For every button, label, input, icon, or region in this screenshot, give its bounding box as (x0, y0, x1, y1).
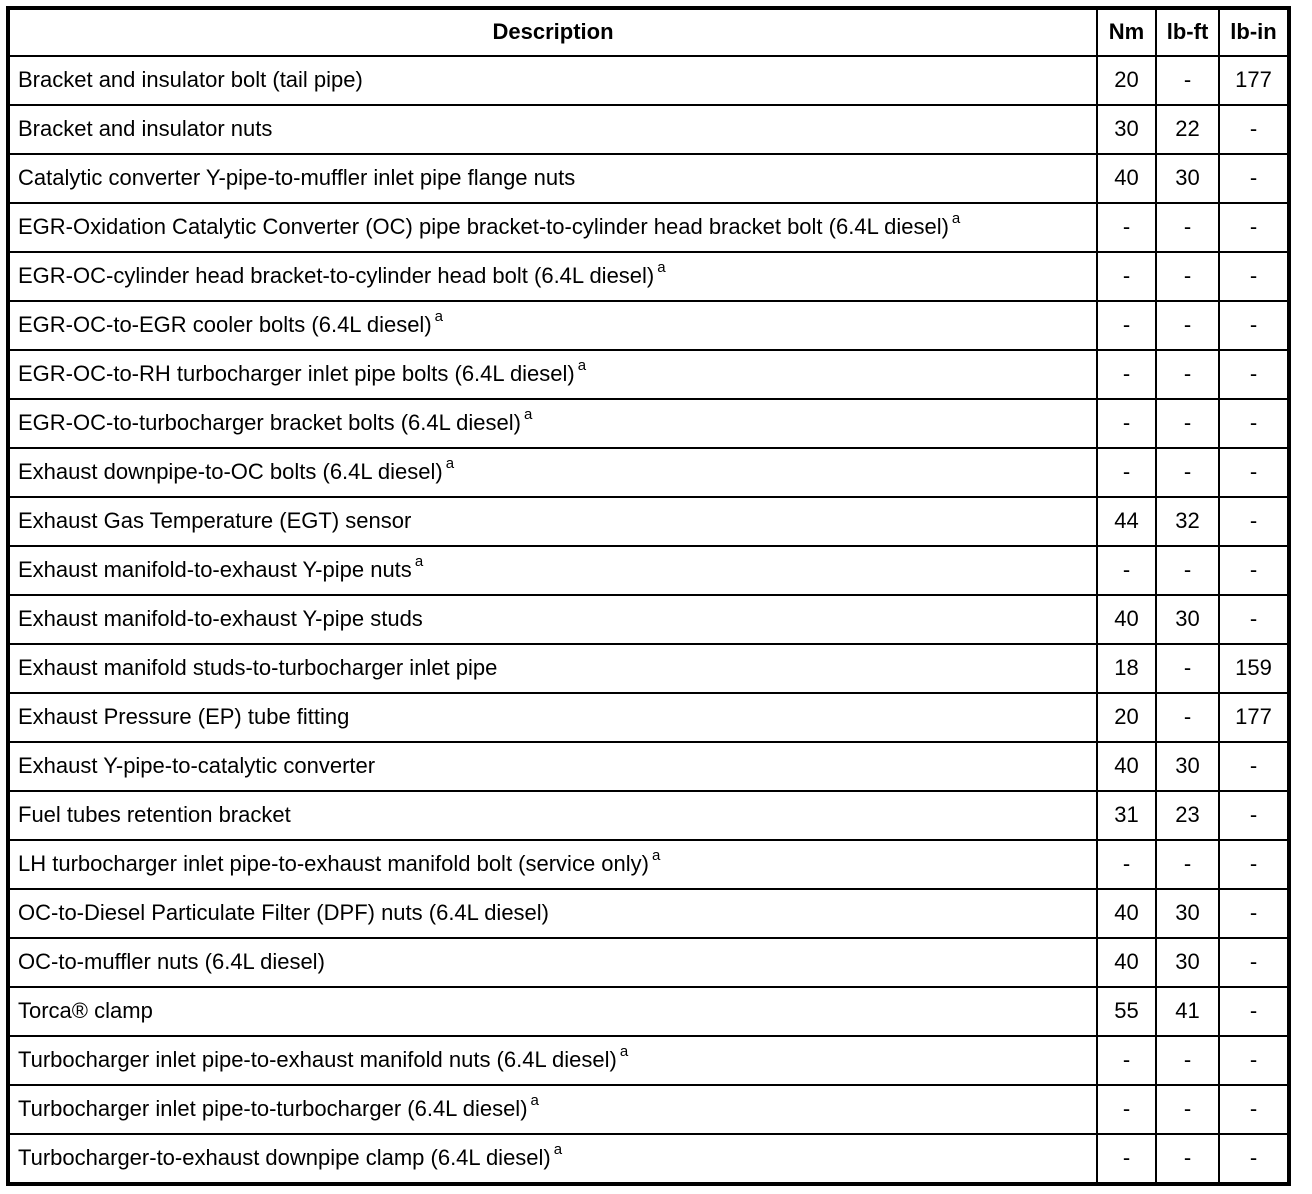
description-cell (8, 56, 1097, 105)
nm-value-cell: 40 (1097, 154, 1156, 203)
table-row (8, 644, 1289, 693)
lbin-value-cell: - (1219, 1036, 1289, 1085)
nm-value-cell: - (1097, 1085, 1156, 1134)
description-cell (8, 1036, 1097, 1085)
lbft-value-cell: - (1156, 203, 1219, 252)
table-row (8, 448, 1289, 497)
table-row (8, 889, 1289, 938)
lbin-value-cell: - (1219, 840, 1289, 889)
table-row (8, 252, 1289, 301)
lbin-value-cell: - (1219, 742, 1289, 791)
table-row (8, 791, 1289, 840)
description-text: EGR-OC-to-EGR cooler bolts (6.4L diesel) (18, 312, 432, 338)
lbin-value-cell: - (1219, 448, 1289, 497)
table-row (8, 1036, 1289, 1085)
nm-value-cell: - (1097, 301, 1156, 350)
table-row (8, 105, 1289, 154)
table-row (8, 938, 1289, 987)
table-row (8, 497, 1289, 546)
description-cell (8, 350, 1097, 399)
lbin-value-cell: 159 (1219, 644, 1289, 693)
lbin-value-cell: - (1219, 1134, 1289, 1184)
nm-value-cell: - (1097, 448, 1156, 497)
lbin-value-cell: - (1219, 497, 1289, 546)
description-text: Exhaust Gas Temperature (EGT) sensor (18, 508, 412, 534)
nm-value-cell: - (1097, 399, 1156, 448)
description-cell (8, 840, 1097, 889)
nm-value-cell: 40 (1097, 595, 1156, 644)
lbin-value-cell: - (1219, 203, 1289, 252)
table-row (8, 595, 1289, 644)
description-cell (8, 154, 1097, 203)
description-text: Turbocharger inlet pipe-to-turbocharger (6.4L diesel) (18, 1096, 528, 1122)
nm-value-cell: 40 (1097, 938, 1156, 987)
nm-value-cell: - (1097, 840, 1156, 889)
lbft-value-cell: - (1156, 448, 1219, 497)
nm-value-cell: - (1097, 252, 1156, 301)
lbft-value-cell: 30 (1156, 938, 1219, 987)
lbin-value-cell: - (1219, 791, 1289, 840)
table-row (8, 301, 1289, 350)
description-cell (8, 497, 1097, 546)
footnote-marker: a (577, 356, 587, 374)
description-text: Torca® clamp (18, 998, 153, 1024)
table-row (8, 546, 1289, 595)
nm-value-cell: 31 (1097, 791, 1156, 840)
description-cell (8, 1134, 1097, 1184)
description-text: Exhaust downpipe-to-OC bolts (6.4L diesel) (18, 459, 443, 485)
lbft-value-cell: 30 (1156, 595, 1219, 644)
footnote-marker: a (523, 405, 533, 423)
lbin-value-cell: - (1219, 546, 1289, 595)
nm-value-cell: 18 (1097, 644, 1156, 693)
lbft-value-cell: - (1156, 301, 1219, 350)
lbft-value-cell: 23 (1156, 791, 1219, 840)
description-text: Exhaust Y-pipe-to-catalytic converter (18, 753, 376, 779)
nm-value-cell: 55 (1097, 987, 1156, 1036)
lbft-value-cell: - (1156, 840, 1219, 889)
lbft-value-cell: - (1156, 693, 1219, 742)
table-body (8, 56, 1289, 1184)
description-text: Turbocharger inlet pipe-to-exhaust manifold nuts (6.4L diesel) (18, 1047, 617, 1073)
description-cell (8, 105, 1097, 154)
table-row (8, 154, 1289, 203)
column-header-nm: Nm (1097, 8, 1156, 56)
description-cell (8, 399, 1097, 448)
description-cell (8, 546, 1097, 595)
description-cell (8, 889, 1097, 938)
nm-value-cell: 30 (1097, 105, 1156, 154)
lbft-value-cell: - (1156, 644, 1219, 693)
description-text: EGR-OC-cylinder head bracket-to-cylinder head bolt (6.4L diesel) (18, 263, 655, 289)
lbin-value-cell: - (1219, 154, 1289, 203)
table-row (8, 350, 1289, 399)
footnote-marker: a (445, 454, 455, 472)
footnote-marker: a (651, 846, 661, 864)
lbft-value-cell: - (1156, 1134, 1219, 1184)
footnote-marker: a (951, 210, 961, 228)
footnote-marker: a (530, 1091, 539, 1109)
lbin-value-cell: 177 (1219, 693, 1289, 742)
description-cell (8, 742, 1097, 791)
description-text: Turbocharger-to-exhaust downpipe clamp (6.4L diesel) (18, 1145, 551, 1171)
nm-value-cell: - (1097, 350, 1156, 399)
description-text: OC-to-muffler nuts (6.4L diesel) (18, 949, 325, 975)
lbft-value-cell: - (1156, 350, 1219, 399)
footnote-marker: a (657, 259, 666, 276)
description-cell (8, 987, 1097, 1036)
column-header-lbin: lb-in (1219, 8, 1289, 56)
description-text: EGR-Oxidation Catalytic Converter (OC) pipe bracket-to-cylinder head bracket bolt (6.4L diesel) (18, 214, 949, 240)
lbft-value-cell: - (1156, 399, 1219, 448)
nm-value-cell: 40 (1097, 742, 1156, 791)
description-cell (8, 595, 1097, 644)
lbft-value-cell: 30 (1156, 889, 1219, 938)
description-cell (8, 301, 1097, 350)
footnote-marker: a (434, 307, 443, 325)
table-row (8, 1134, 1289, 1184)
nm-value-cell: 20 (1097, 693, 1156, 742)
table-row (8, 742, 1289, 791)
lbft-value-cell: - (1156, 252, 1219, 301)
description-text: Fuel tubes retention bracket (18, 802, 291, 828)
lbft-value-cell: - (1156, 1036, 1219, 1085)
nm-value-cell: - (1097, 203, 1156, 252)
description-text: EGR-OC-to-RH turbocharger inlet pipe bolts (6.4L diesel) (18, 361, 575, 387)
description-text: Exhaust Pressure (EP) tube fitting (18, 704, 350, 730)
lbft-value-cell: - (1156, 1085, 1219, 1134)
table-row (8, 1085, 1289, 1134)
table-row (8, 987, 1289, 1036)
lbin-value-cell: - (1219, 1085, 1289, 1134)
nm-value-cell: - (1097, 546, 1156, 595)
description-cell (8, 791, 1097, 840)
lbin-value-cell: - (1219, 889, 1289, 938)
lbft-value-cell: 32 (1156, 497, 1219, 546)
lbft-value-cell: - (1156, 546, 1219, 595)
description-cell (8, 252, 1097, 301)
lbin-value-cell: - (1219, 595, 1289, 644)
nm-value-cell: 20 (1097, 56, 1156, 105)
description-cell (8, 448, 1097, 497)
description-text: Bracket and insulator nuts (18, 116, 273, 142)
nm-value-cell: - (1097, 1134, 1156, 1184)
description-text: OC-to-Diesel Particulate Filter (DPF) nuts (6.4L diesel) (18, 900, 550, 926)
description-text: Catalytic converter Y-pipe-to-muffler inlet pipe flange nuts (18, 165, 576, 191)
lbft-value-cell: 41 (1156, 987, 1219, 1036)
column-header-description: Description (8, 8, 1097, 56)
description-cell (8, 1085, 1097, 1134)
description-text: Exhaust manifold-to-exhaust Y-pipe studs (18, 606, 423, 632)
lbft-value-cell: 22 (1156, 105, 1219, 154)
lbin-value-cell: - (1219, 301, 1289, 350)
column-header-lbft: lb-ft (1156, 8, 1219, 56)
description-cell (8, 203, 1097, 252)
description-text: EGR-OC-to-turbocharger bracket bolts (6.4L diesel) (18, 410, 521, 436)
footnote-marker: a (414, 552, 424, 570)
table-row (8, 693, 1289, 742)
torque-specification-table (6, 6, 1291, 1186)
lbin-value-cell: - (1219, 105, 1289, 154)
description-text: LH turbocharger inlet pipe-to-exhaust manifold bolt (service only) (18, 851, 649, 877)
lbin-value-cell: 177 (1219, 56, 1289, 105)
footnote-marker: a (553, 1140, 563, 1158)
lbin-value-cell: - (1219, 252, 1289, 301)
footnote-marker: a (619, 1042, 629, 1060)
description-cell (8, 693, 1097, 742)
lbin-value-cell: - (1219, 350, 1289, 399)
nm-value-cell: - (1097, 1036, 1156, 1085)
lbin-value-cell: - (1219, 938, 1289, 987)
description-text: Exhaust manifold-to-exhaust Y-pipe nuts (18, 557, 412, 583)
table-row (8, 840, 1289, 889)
table-header-row (8, 8, 1289, 56)
lbft-value-cell: - (1156, 56, 1219, 105)
table-row (8, 203, 1289, 252)
table-row (8, 56, 1289, 105)
lbin-value-cell: - (1219, 987, 1289, 1036)
description-text: Exhaust manifold studs-to-turbocharger inlet pipe (18, 655, 498, 681)
lbin-value-cell: - (1219, 399, 1289, 448)
nm-value-cell: 44 (1097, 497, 1156, 546)
description-cell (8, 644, 1097, 693)
lbft-value-cell: 30 (1156, 742, 1219, 791)
nm-value-cell: 40 (1097, 889, 1156, 938)
description-cell (8, 938, 1097, 987)
table-row (8, 399, 1289, 448)
description-text: Bracket and insulator bolt (tail pipe) (18, 67, 363, 93)
lbft-value-cell: 30 (1156, 154, 1219, 203)
